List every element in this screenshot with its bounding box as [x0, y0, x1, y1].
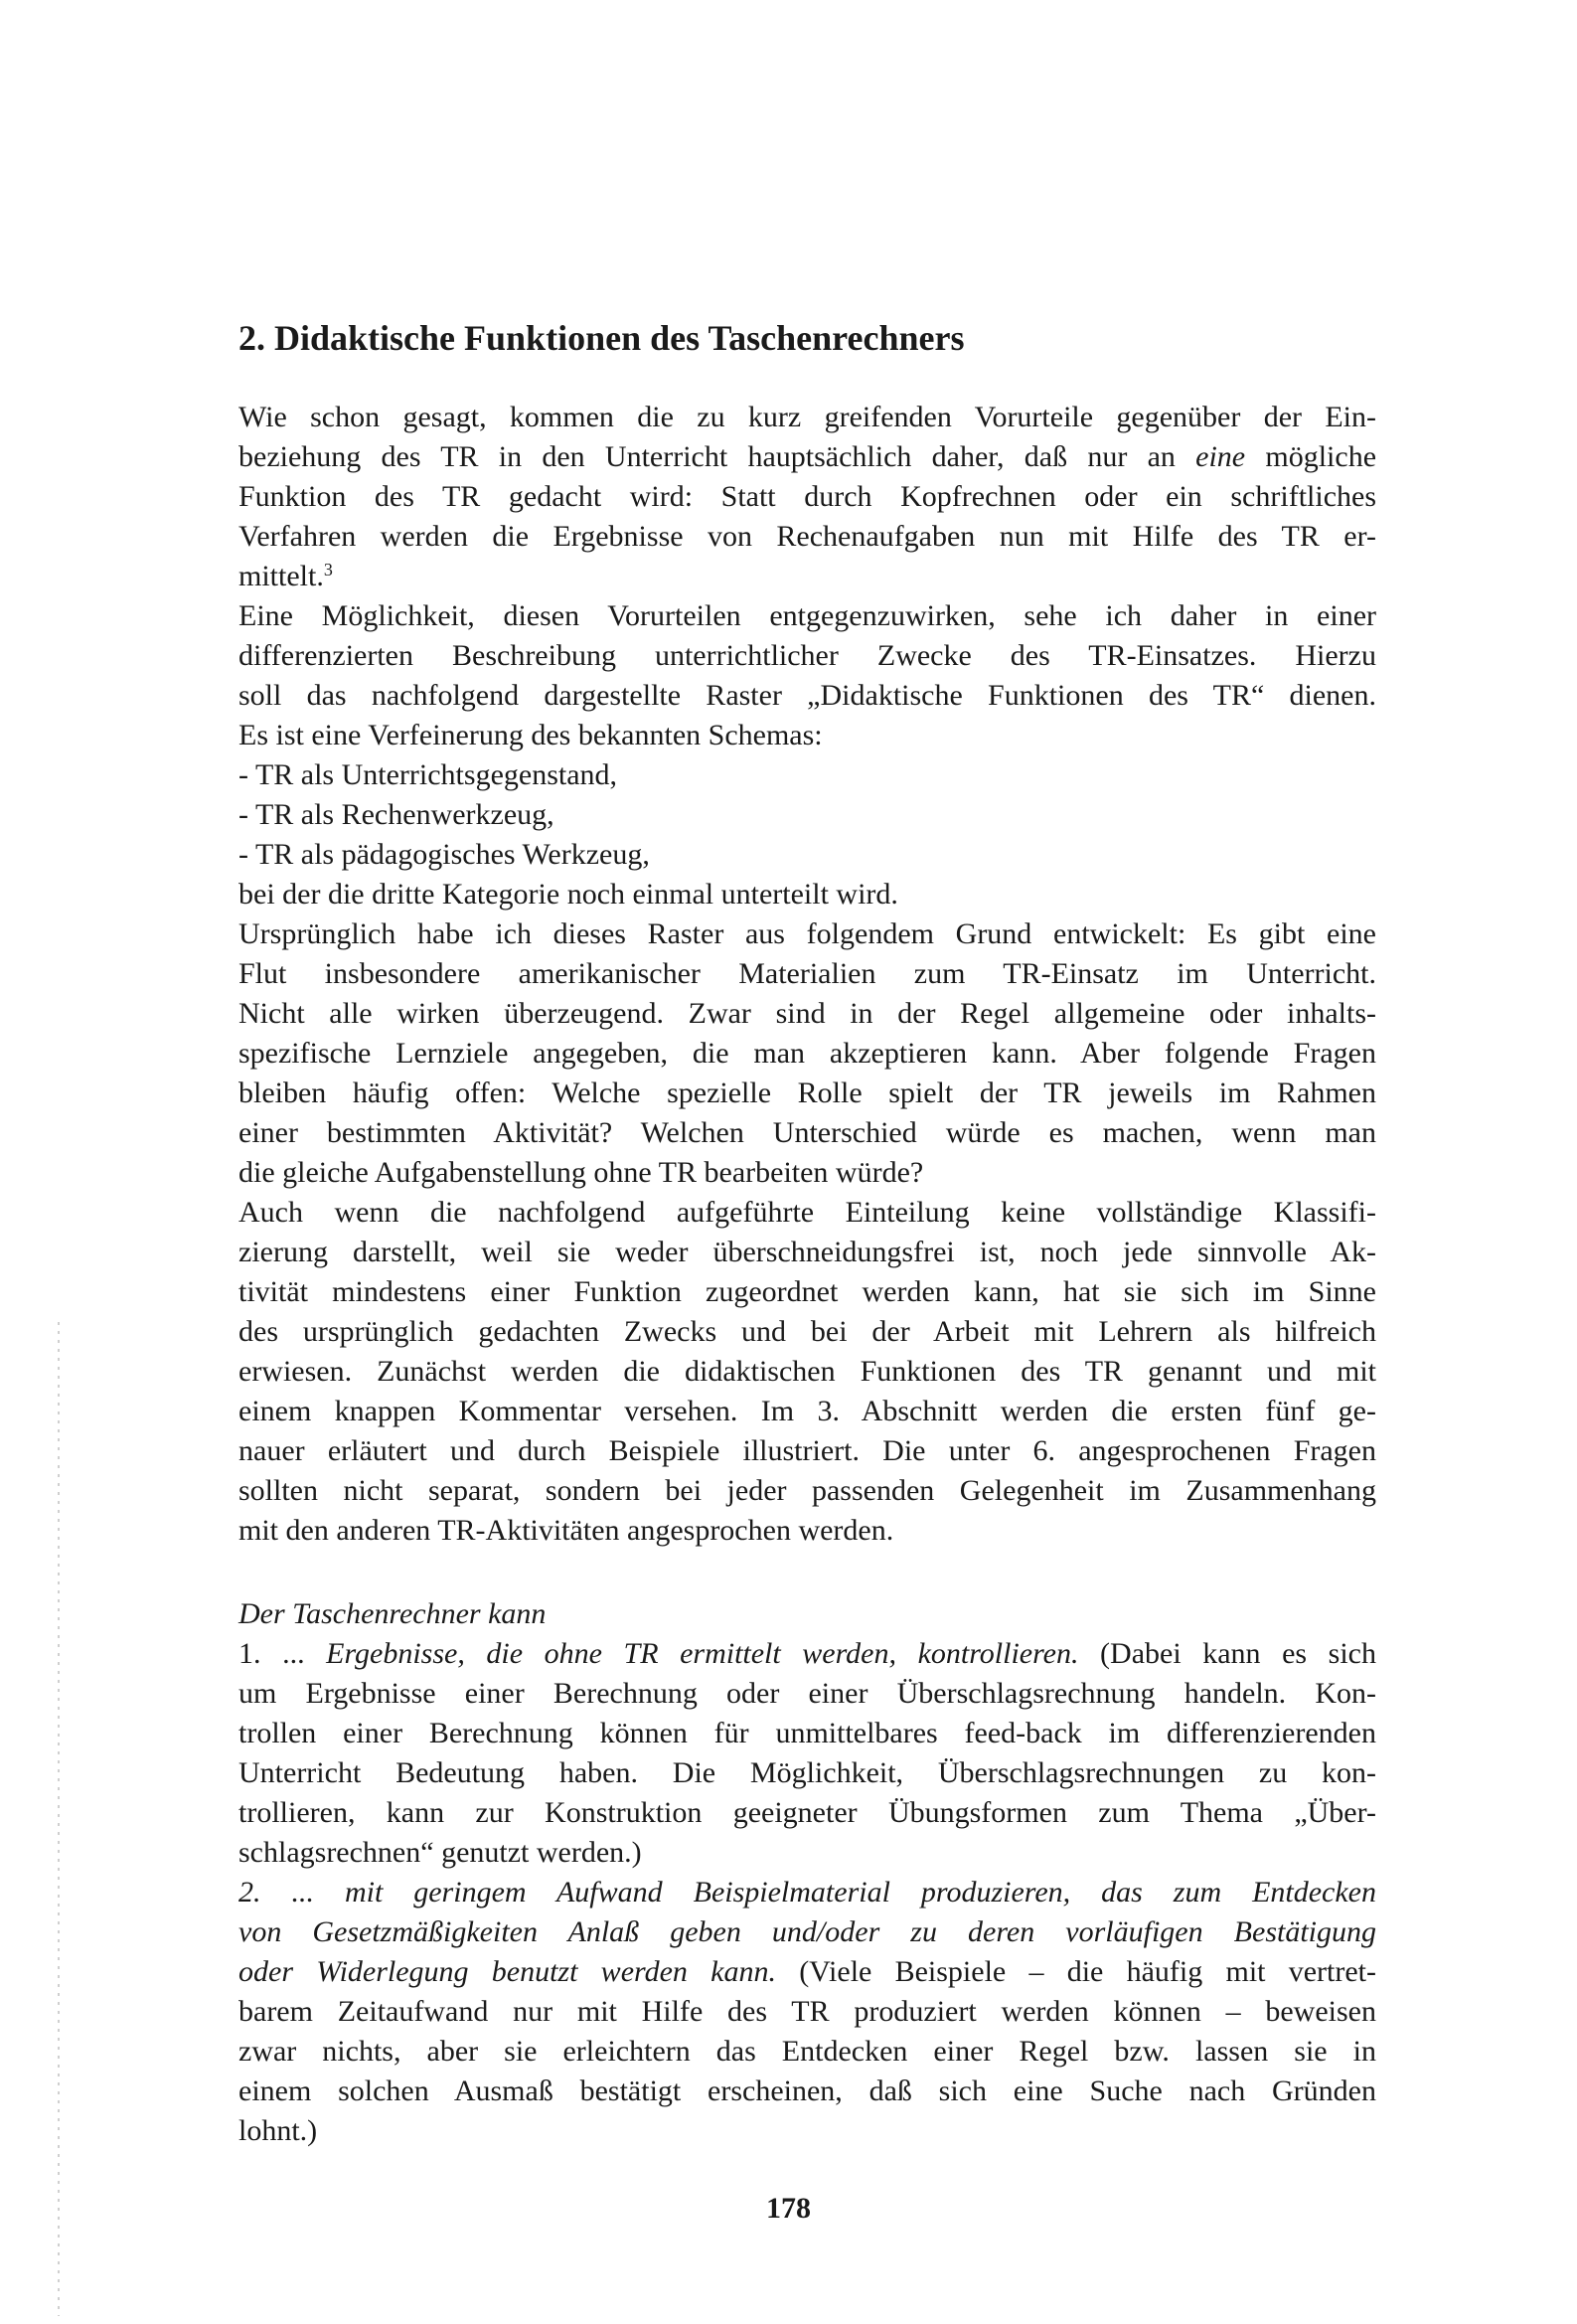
- text-line: Ursprünglich habe ich dieses Raster aus folgendem Grund entwickelt: Es gibt eine: [238, 917, 1376, 950]
- text-line: 2. ... mit geringem Aufwand Beispielmaterial produzieren, das zum Entdecken: [238, 1876, 1376, 1909]
- text-line: differenzierten Beschreibung unterrichtlicher Zwecke des TR-Einsatzes. Hierzu: [238, 639, 1376, 672]
- text-line: schlagsrechnen“ genutzt werden.): [238, 1836, 642, 1869]
- text-line: oder Widerlegung benutzt werden kann. (Viele Beispiele – die häufig mit vertret-: [238, 1955, 1377, 1988]
- list-intro: [238, 1594, 1376, 1634]
- list-item: - TR als Unterrichtsgegenstand,: [238, 758, 618, 791]
- list-item: - TR als pädagogisches Werkzeug,: [238, 838, 650, 871]
- text-line: spezifische Lernziele angegeben, die man akzeptieren kann. Aber folgende Fragen: [238, 1037, 1376, 1070]
- text-line: von Gesetzmäßigkeiten Anlaß geben und/oder zu deren vorläufigen Bestätigung: [238, 1915, 1376, 1948]
- page-number: 178: [766, 2192, 811, 2225]
- paragraph-origin: [238, 914, 1376, 1193]
- paragraph-intro: [238, 398, 1376, 596]
- text-line: bei der die dritte Kategorie noch einmal unterteilt wird.: [238, 878, 898, 911]
- text-line: sollten nicht separat, sondern bei jeder passenden Gelegenheit im Zusammenhang: [238, 1474, 1376, 1507]
- text-line: Nicht alle wirken überzeugend. Zwar sind in der Regel allgemeine oder inhalts-: [238, 997, 1376, 1030]
- text-line: zierung darstellt, weil sie weder überschneidungsfrei ist, noch jede sinnvolle Ak-: [238, 1236, 1376, 1268]
- text-line: nauer erläutert und durch Beispiele illustriert. Die unter 6. angesprochenen Fragen: [238, 1434, 1376, 1467]
- emphasis: eine: [1195, 440, 1246, 473]
- section-heading: 2. Didaktische Funktionen des Taschenrechners: [238, 318, 965, 358]
- text-line: Es ist eine Verfeinerung des bekannten Schemas:: [238, 719, 823, 751]
- text-line: mit den anderen TR-Aktivitäten angesprochen werden.: [238, 1514, 894, 1547]
- text-line: des ursprünglich gedachten Zwecks und bei der Arbeit mit Lehrern als hilfreich: [238, 1315, 1376, 1348]
- page-content: [238, 316, 1376, 2151]
- text-line: zwar nichts, aber sie erleichtern das Entdecken einer Regel bzw. lassen sie in: [238, 2035, 1376, 2068]
- text-line: Unterricht Bedeutung haben. Die Möglichkeit, Überschlagsrechnungen zu kon-: [238, 1756, 1376, 1789]
- text-line: erwiesen. Zunächst werden die didaktischen Funktionen des TR genannt und mit: [238, 1355, 1376, 1388]
- text-line: bleiben häufig offen: Welche spezielle Rolle spielt der TR jeweils im Rahmen: [238, 1077, 1376, 1109]
- text-line: trollen einer Berechnung können für unmittelbares feed-back im differenzierenden: [238, 1717, 1376, 1749]
- function-item-1: [238, 1634, 1376, 1873]
- text-line: einem knappen Kommentar versehen. Im 3. Abschnitt werden die ersten fünf ge-: [238, 1395, 1376, 1427]
- text-line: die gleiche Aufgabenstellung ohne TR bearbeiten würde?: [238, 1156, 924, 1189]
- text-line: tivität mindestens einer Funktion zugeordnet werden kann, hat sie sich im Sinne: [238, 1275, 1376, 1308]
- paragraph-classification: [238, 1193, 1376, 1551]
- emphasis: Ergebnisse, die ohne TR ermittelt werden, kontrollieren.: [326, 1637, 1079, 1670]
- text-line: um Ergebnisse einer Berechnung oder einer Überschlagsrechnung handeln. Kon-: [238, 1677, 1376, 1710]
- text-line: Verfahren werden die Ergebnisse von Rechenaufgaben nun mit Hilfe des TR er-: [238, 520, 1376, 553]
- spacer: [238, 1551, 1376, 1594]
- text-line: Der Taschenrechner kann: [238, 1597, 547, 1630]
- text-line: Eine Möglichkeit, diesen Vorurteilen entgegenzuwirken, sehe ich daher in einer: [238, 599, 1376, 632]
- scan-edge-artifact: [58, 1322, 60, 2316]
- function-item-2: [238, 1873, 1376, 2151]
- text-line: beziehung des TR in den Unterricht hauptsächlich daher, daß nur an eine mögliche: [238, 440, 1377, 473]
- text-line: Flut insbesondere amerikanischer Materialien zum TR-Einsatz im Unterricht.: [238, 957, 1376, 990]
- text-line: lohnt.): [238, 2114, 318, 2147]
- text-line: Auch wenn die nachfolgend aufgeführte Einteilung keine vollständige Klassifi-: [238, 1196, 1376, 1229]
- text-line: mittelt.$^3$: [238, 560, 333, 592]
- text-line: trollieren, kann zur Konstruktion geeigneter Übungsformen zum Thema „Über-: [238, 1796, 1376, 1829]
- text-line: Funktion des TR gedacht wird: Statt durch Kopfrechnen oder ein schriftliches: [238, 480, 1376, 513]
- text-line: soll das nachfolgend dargestellte Raster „Didaktische Funktionen des TR“ dienen.: [238, 679, 1376, 712]
- text-line: Wie schon gesagt, kommen die zu kurz greifenden Vorurteile gegenüber der Ein-: [238, 401, 1376, 433]
- text-line: einer bestimmten Aktivität? Welchen Unterschied würde es machen, wenn man: [238, 1116, 1376, 1149]
- text-line: barem Zeitaufwand nur mit Hilfe des TR produziert werden können – beweisen: [238, 1995, 1376, 2028]
- emphasis: oder Widerlegung benutzt werden kann.: [238, 1955, 776, 1988]
- paragraph-raster: [238, 596, 1376, 914]
- footnote-marker: 3: [323, 560, 333, 580]
- list-item: - TR als Rechenwerkzeug,: [238, 798, 554, 831]
- text-line: 1. ... Ergebnisse, die ohne TR ermittelt werden, kontrollieren. (Dabei kann es sich: [238, 1637, 1377, 1670]
- text-line: einem solchen Ausmaß bestätigt erscheinen, daß sich eine Suche nach Gründen: [238, 2075, 1376, 2107]
